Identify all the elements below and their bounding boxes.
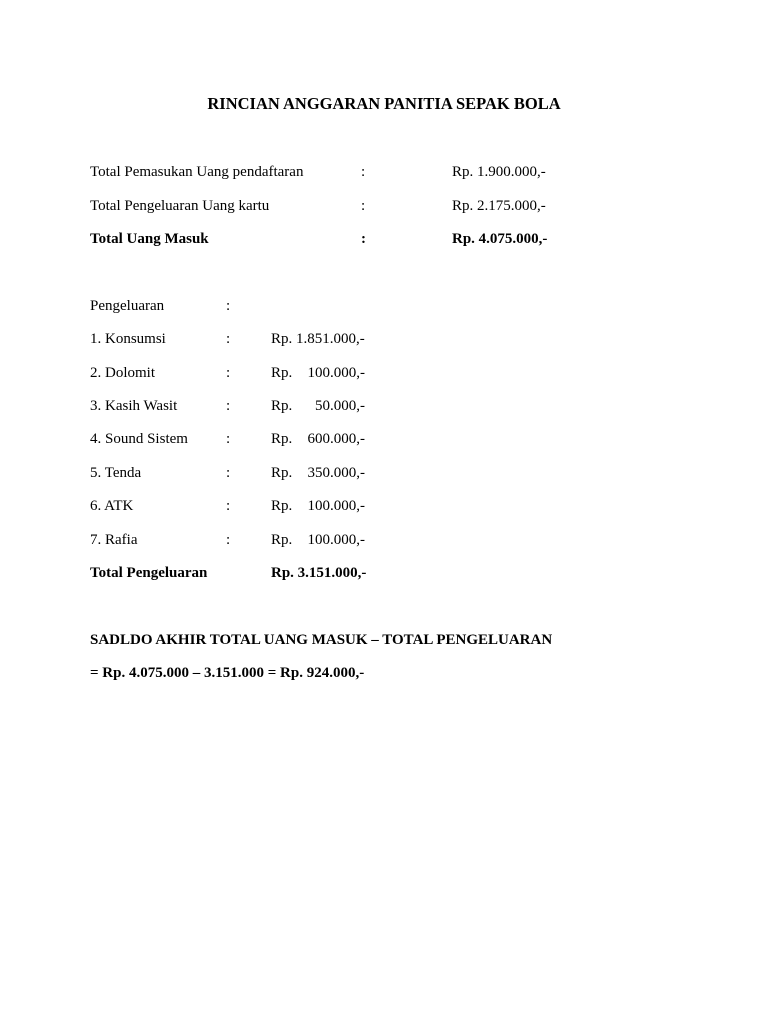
expense-currency: Rp.: [271, 398, 293, 414]
summary-amount: Rp. 1.900.000,-: [452, 164, 546, 180]
expense-value: 100.000,-: [307, 532, 365, 548]
summary-separator: :: [361, 198, 366, 214]
expense-amount: Rp. 1.851.000,-: [271, 331, 365, 347]
expense-label: 4. Sound Sistem: [90, 431, 188, 447]
summary-separator: :: [361, 231, 366, 247]
expense-value: 100.000,-: [307, 365, 365, 381]
expense-separator: :: [226, 331, 231, 347]
document-title: RINCIAN ANGGARAN PANITIA SEPAK BOLA: [207, 94, 561, 113]
expense-currency: Rp.: [271, 365, 293, 381]
expense-label: 7. Rafia: [90, 532, 138, 548]
expense-separator: :: [226, 398, 231, 414]
summary-amount: Rp. 4.075.000,-: [452, 231, 548, 247]
expenses-header-label: Pengeluaran: [90, 298, 165, 314]
summary-label: Total Pemasukan Uang pendaftaran: [90, 164, 304, 180]
expense-currency: Rp.: [271, 498, 293, 514]
expense-separator: :: [226, 465, 231, 481]
expense-label: 6. ATK: [90, 498, 134, 514]
expenses-header-separator: :: [226, 298, 231, 314]
summary-amount: Rp. 2.175.000,-: [452, 198, 546, 214]
expense-separator: :: [226, 532, 231, 548]
expense-separator: :: [226, 431, 231, 447]
expense-value: 100.000,-: [307, 498, 365, 514]
expense-label: 1. Konsumsi: [90, 331, 166, 347]
summary-label: Total Uang Masuk: [90, 231, 209, 247]
expense-label: 5. Tenda: [90, 465, 142, 481]
expense-value: 50.000,-: [315, 398, 365, 414]
expenses-total-label: Total Pengeluaran: [90, 565, 208, 581]
expense-separator: :: [226, 498, 231, 514]
summary-separator: :: [361, 164, 366, 180]
expense-value: 600.000,-: [307, 431, 365, 447]
expense-currency: Rp.: [271, 532, 293, 548]
expenses-total-amount: Rp. 3.151.000,-: [271, 565, 367, 581]
expense-currency: Rp.: [271, 431, 293, 447]
expense-currency: Rp.: [271, 465, 293, 481]
summary-label: Total Pengeluaran Uang kartu: [90, 198, 270, 214]
final-balance-calculation: = Rp. 4.075.000 – 3.151.000 = Rp. 924.000,-: [90, 665, 365, 681]
expense-value: 350.000,-: [307, 465, 365, 481]
expense-label: 2. Dolomit: [90, 365, 156, 381]
expense-separator: :: [226, 365, 231, 381]
expense-label: 3. Kasih Wasit: [90, 398, 178, 414]
final-balance-heading: SADLDO AKHIR TOTAL UANG MASUK – TOTAL PENGELUARAN: [90, 632, 553, 648]
